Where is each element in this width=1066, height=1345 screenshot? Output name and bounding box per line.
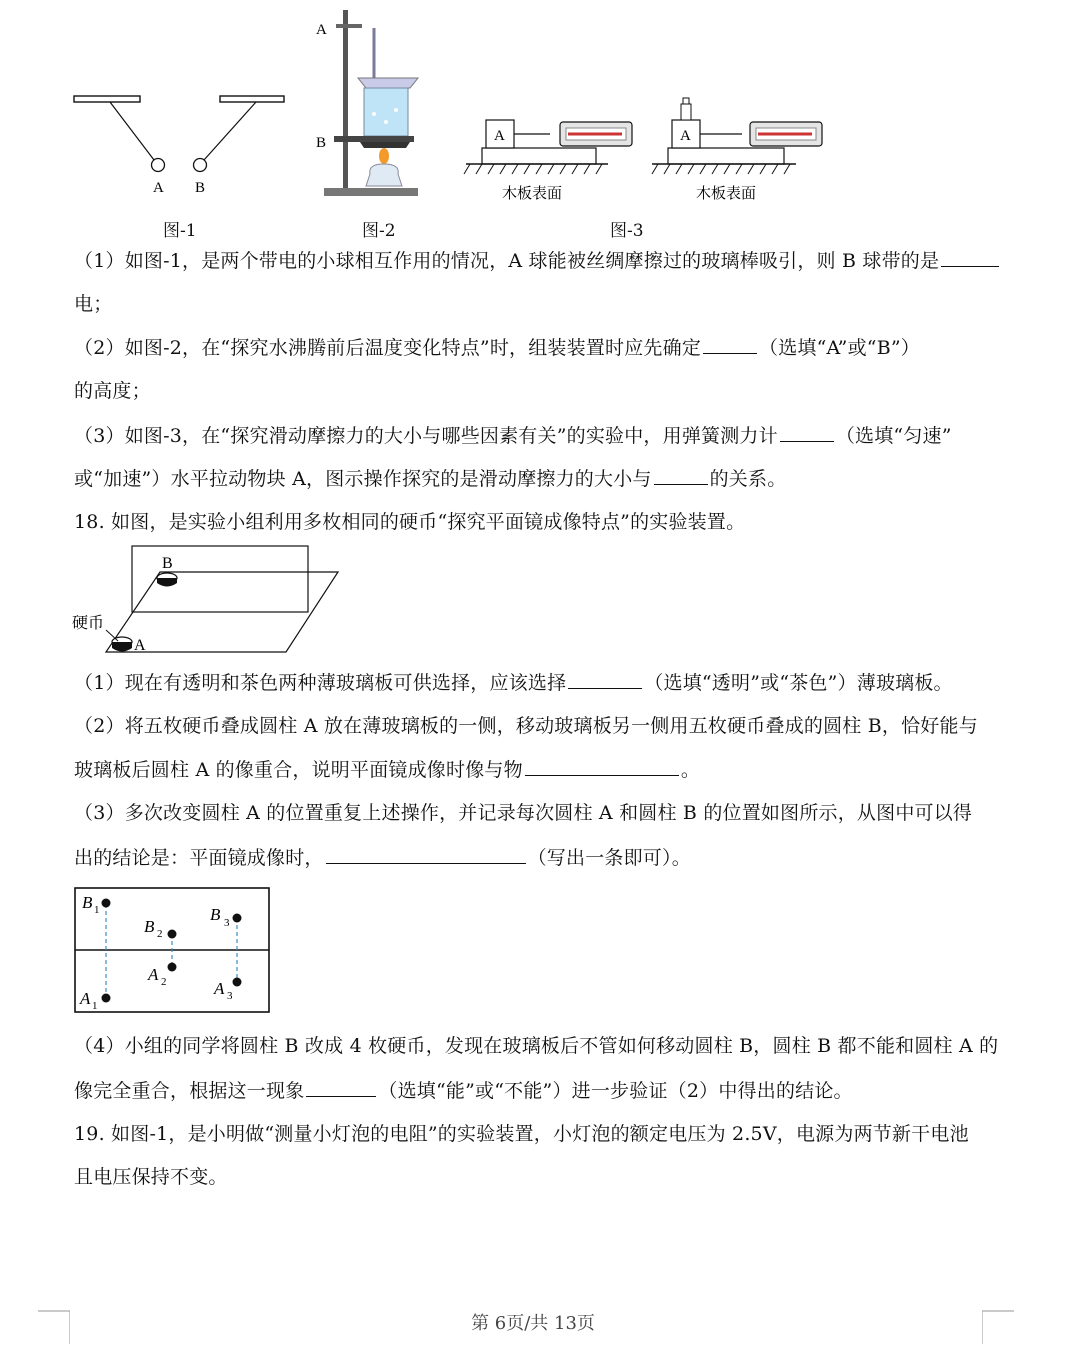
answer-blank[interactable] [703, 335, 757, 354]
figure-1-caption: 图-1 [163, 221, 197, 241]
figure-2-caption: 图-2 [362, 221, 396, 241]
answer-blank[interactable] [941, 248, 999, 267]
coin-label: 硬币 [72, 613, 105, 632]
q18-part1: （1）现在有透明和茶色两种薄玻璃板可供选择，应该选择 （选填“透明”或“茶色”）薄玻璃板。 [74, 672, 953, 694]
q19-line1: 19. 如图-1，是小明做“测量小灯泡的电阻”的实验装置，小灯泡的额定电压为 2.5V，电源为两节新干电池 [74, 1123, 969, 1145]
fig3-surface-left: 木板表面 [502, 184, 563, 202]
q18-part2-line2: 玻璃板后圆柱 A 的像重合，说明平面镜成像时像与物 。 [74, 759, 701, 781]
fig3-block-a-left: A [494, 128, 505, 144]
q18-part4-line1: （4）小组的同学将圆柱 B 改成 4 枚硬币，发现在玻璃板后不管如何移动圆柱 B，圆柱 B 都不能和圆柱 A 的 [74, 1035, 999, 1057]
page-number: 第 6页/共 13页 [471, 1313, 595, 1334]
q18-intro: 18. 如图，是实验小组利用多枚相同的硬币“探究平面镜成像特点”的实验装置。 [74, 511, 746, 533]
q18-part2-line1: （2）将五枚硬币叠成圆柱 A 放在薄玻璃板的一侧，移动玻璃板另一侧用五枚硬币叠成的圆柱 B，恰好能与 [74, 715, 978, 737]
svg-text:1: 1 [94, 904, 100, 916]
ball-b-label: B [195, 180, 206, 196]
b2-label: B [144, 917, 155, 936]
a1-label: A [80, 989, 91, 1008]
ball-a-label: A [153, 180, 164, 196]
answer-blank[interactable] [306, 1078, 376, 1097]
svg-text:3: 3 [224, 917, 230, 929]
answer-blank[interactable] [525, 757, 679, 776]
a3-label: A [214, 979, 225, 998]
coin-b-label: B [162, 555, 173, 572]
svg-text:2: 2 [157, 928, 163, 940]
a2-label: A [148, 965, 159, 984]
figure-2-boiling-apparatus [310, 6, 420, 202]
q19-line2: 且电压保持不变。 [74, 1166, 228, 1188]
figure-1-pendulums [70, 90, 290, 200]
q18-part3-line1: （3）多次改变圆柱 A 的位置重复上述操作，并记录每次圆柱 A 和圆柱 B 的位置如图所示，从图中可以得 [74, 802, 973, 824]
q17-part1-line2: 电； [74, 293, 113, 315]
q17-part3-line2: 或“加速”）水平拉动物块 A，图示操作探究的是滑动摩擦力的大小与 的关系。 [74, 468, 787, 490]
q17-part2-line1: （2）如图-2，在“探究水沸腾前后温度变化特点”时，组装装置时应先确定 （选填“A”或“B”） [74, 337, 920, 359]
b1-label: B [82, 893, 93, 912]
q18-part4-line2: 像完全重合，根据这一现象 （选填“能”或“不能”）进一步验证（2）中得出的结论。 [74, 1080, 853, 1102]
answer-blank[interactable] [568, 670, 642, 689]
figure-3-caption: 图-3 [610, 221, 644, 241]
fig3-surface-right: 木板表面 [696, 184, 757, 202]
b3-label: B [210, 905, 221, 924]
fig2-label-a: A [316, 22, 327, 38]
q17-part3-line1: （3）如图-3，在“探究滑动摩擦力的大小与哪些因素有关”的实验中，用弹簧测力计 （选填“匀速” [74, 425, 952, 447]
q18-part3-line2: 出的结论是：平面镜成像时， （写出一条即可）。 [74, 847, 691, 869]
svg-text:1: 1 [92, 1000, 98, 1012]
fig2-label-b: B [316, 135, 327, 151]
svg-text:2: 2 [161, 976, 167, 988]
coin-a-label: A [134, 637, 146, 654]
svg-text:3: 3 [227, 990, 233, 1002]
fig3-block-a-right: A [680, 128, 691, 144]
q17-part2-line2: 的高度； [74, 380, 151, 402]
q17-part1-line1: （1）如图-1，是两个带电的小球相互作用的情况，A 球能被丝绸摩擦过的玻璃棒吸引，则 B 球带的是 [74, 248, 1001, 273]
answer-blank[interactable] [654, 466, 708, 485]
q18-position-record-figure [74, 886, 272, 1014]
answer-blank[interactable] [326, 845, 526, 864]
q18-mirror-setup-figure [70, 544, 350, 660]
answer-blank[interactable] [780, 423, 834, 442]
figure-3-friction-setup [462, 90, 842, 202]
